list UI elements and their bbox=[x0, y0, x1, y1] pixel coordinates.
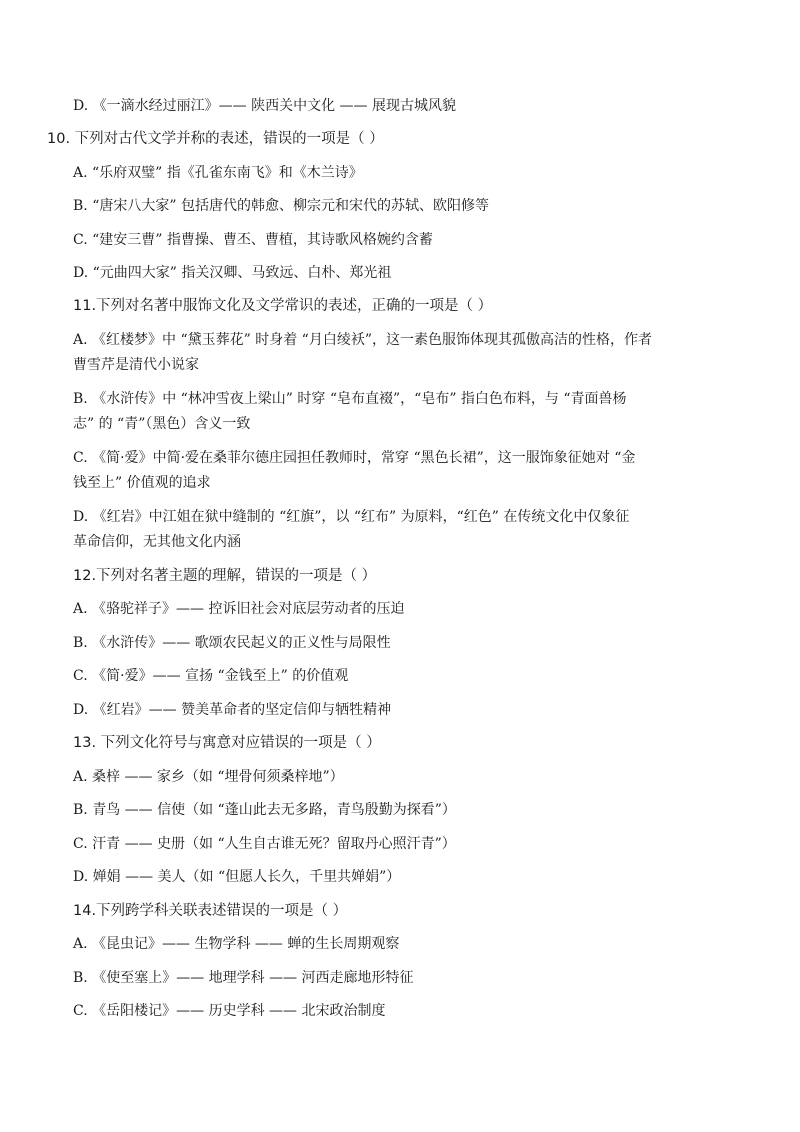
option-q11-b: B. 《水浒传》中 “林冲雪夜上梁山” 时穿 “皂布直裰”，“皂布” 指白色布料，与 “青面兽杨 bbox=[73, 391, 627, 407]
option-q10-a: A. “乐府双璧” 指《孔雀东南飞》和《木兰诗》 bbox=[73, 165, 363, 181]
option-q10-b: B. “唐宋八大家” 包括唐代的韩愈、柳宗元和宋代的苏轼、欧阳修等 bbox=[73, 198, 489, 214]
option-q11-d-cont: 革命信仰，无其他文化内涵 bbox=[73, 534, 241, 550]
option-q14-a: A. 《昆虫记》—— 生物学科 —— 蝉的生长周期观察 bbox=[73, 936, 400, 952]
question-13: 13. 下列文化符号与寓意对应错误的一项是（ ） bbox=[73, 735, 381, 751]
option-q10-d: D. “元曲四大家” 指关汉卿、马致远、白朴、郑光祖 bbox=[73, 265, 392, 281]
question-11: 11.下列对名著中服饰文化及文学常识的表述，正确的一项是（ ） bbox=[73, 298, 493, 314]
option-q13-a: A. 桑梓 —— 家乡（如 “埋骨何须桑梓地”） bbox=[73, 769, 344, 785]
option-q14-b: B. 《使至塞上》—— 地理学科 —— 河西走廊地形特征 bbox=[73, 970, 414, 986]
option-q14-c: C. 《岳阳楼记》—— 历史学科 —— 北宋政治制度 bbox=[73, 1003, 386, 1019]
option-q11-a: A. 《红楼梦》中 “黛玉葬花” 时身着 “月白绫袄”，这一素色服饰体现其孤傲高洁的性格，作者 bbox=[73, 332, 652, 348]
option-q9-d: D. 《一滴水经过丽江》—— 陕西关中文化 —— 展现古城风貌 bbox=[73, 98, 456, 114]
option-q10-c: C. “建安三曹” 指曹操、曹丕、曹植，其诗歌风格婉约含蓄 bbox=[73, 232, 433, 248]
question-10: 10. 下列对古代文学并称的表述，错误的一项是（ ） bbox=[47, 131, 384, 147]
option-q12-d: D. 《红岩》—— 赞美革命者的坚定信仰与牺牲精神 bbox=[73, 702, 392, 718]
option-q11-a-cont: 曹雪芹是清代小说家 bbox=[73, 357, 199, 373]
option-q11-b-cont: 志” 的 “青”（黑色）含义一致 bbox=[73, 416, 251, 432]
option-q13-c: C. 汗青 —— 史册（如 “人生自古谁无死？留取丹心照汗青”） bbox=[73, 836, 456, 852]
option-q12-c: C. 《简·爱》—— 宣扬 “金钱至上” 的价值观 bbox=[73, 668, 349, 684]
option-q11-d: D. 《红岩》中江姐在狱中缝制的 “红旗”，以 “红布” 为原料，“红色” 在传统文化中仅象征 bbox=[73, 509, 630, 525]
question-14: 14.下列跨学科关联表述错误的一项是（ ） bbox=[73, 903, 348, 919]
option-q11-c: C. 《简·爱》中简·爱在桑菲尔德庄园担任教师时，常穿 “黑色长裙”，这一服饰象征她对 “金 bbox=[73, 450, 636, 466]
question-12: 12.下列对名著主题的理解，错误的一项是（ ） bbox=[73, 568, 377, 584]
option-q13-d: D. 婵娟 —— 美人（如 “但愿人长久，千里共婵娟”） bbox=[73, 869, 401, 885]
option-q12-a: A. 《骆驼祥子》—— 控诉旧社会对底层劳动者的压迫 bbox=[73, 601, 405, 617]
option-q13-b: B. 青鸟 —— 信使（如 “蓬山此去无多路，青鸟殷勤为探看”） bbox=[73, 802, 456, 818]
option-q12-b: B. 《水浒传》—— 歌颂农民起义的正义性与局限性 bbox=[73, 635, 391, 651]
option-q11-c-cont: 钱至上” 价值观的追求 bbox=[73, 475, 211, 491]
